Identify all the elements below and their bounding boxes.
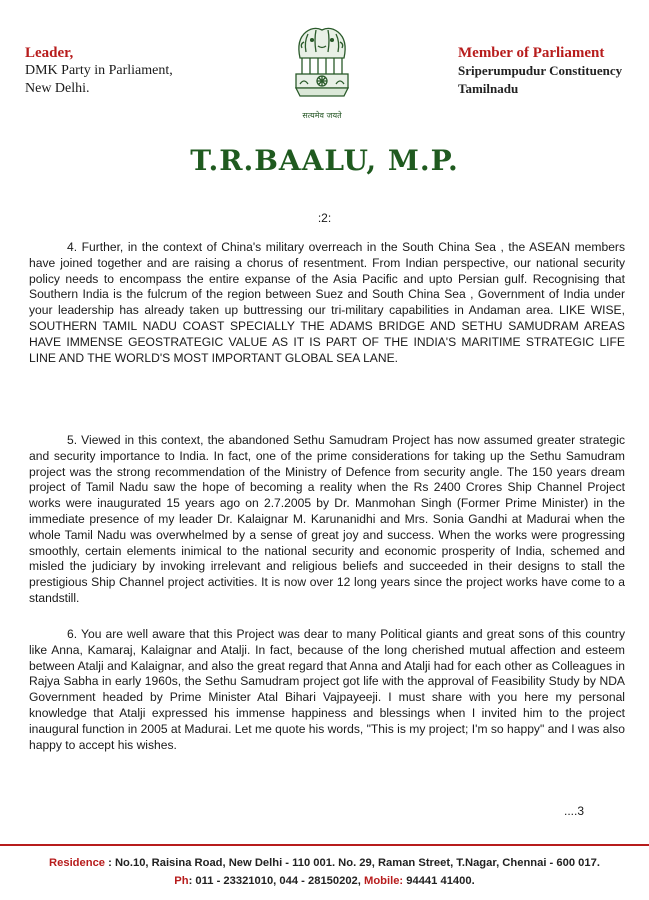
residence-line	[0, 854, 649, 872]
constituency-line: Sriperumpudur Constituency	[458, 63, 623, 78]
residence-address: : No.10, Raisina Road, New Delhi - 110 001. No. 29, Raman Street, T.Nagar, Chennai - 600 017.	[105, 857, 600, 869]
continuation-marker: ....3	[564, 804, 585, 818]
footer-divider	[0, 844, 649, 846]
mobile-label: Mobile:	[364, 875, 404, 887]
page-number: :2:	[317, 211, 332, 225]
letterhead-left	[25, 44, 173, 98]
residence-label: Residence	[49, 857, 106, 869]
letter-paragraph	[29, 240, 625, 366]
letterhead-right	[458, 44, 622, 98]
letterhead-name: T.R.BAALU, M.P.	[190, 144, 459, 177]
emblem-motto: सत्यमेव जयते	[302, 111, 342, 120]
phone-numbers: : 011 - 23321010, 044 - 28150202,	[188, 875, 364, 887]
mp-title: Member of Parliament	[458, 45, 605, 61]
letterhead-footer	[0, 854, 649, 890]
mobile-number: 94441 41400.	[403, 875, 475, 887]
letter-paragraph	[29, 433, 625, 607]
paragraph-6-text: 6. You are well aware that this Project was dear to many Political giants and great sons of this country like Anna, Kamaraj, Kalaignar and Atalji. In fact, because of the long cherished mutual affection and esteem between Atalji and Kalaignar, and also the great regard that Anna and Atalji had for each other as Colleagues in Rajya Sabha in early 1960s, the Sethu Samudram project got life with the approval of Feasibility Study by NDA Government headed by Prime Minister Atal Bihari Vajpayeeji. I must share with you here my personal knowledge that Atalji expressed his immense happiness and blessings when I invited him to the project inaugural function in 2005 at Madurai. Let me quote his words, "This is my project; I'm so happy" and I was also happy to accept his wishes.	[29, 627, 625, 752]
party-line: DMK Party in Parliament,	[25, 63, 173, 78]
paragraph-4-text: 4. Further, in the context of China's military overreach in the South China Sea , the ASEAN members have joined together and are raising a chorus of resentment. From Indian perspective, our national security policy needs to encompass the entire expanse of the Asia Pacific and upto Persian gulf. Recognising that Southern India is the fulcrum of the region between Suez and South China Sea , Government of India under your leadership has already taken up buttressing our tri-military capabilities in Andaman area. LIKE WISE, SOUTHERN TAMIL NADU COAST SPECIALLY THE ADAMS BRIDGE AND SETHU SAMUDRAM AREAS HAVE IMMENSE GEOSTRATEGIC VALUE AS IT IS PART OF THE INDIA'S MARITIME STRATEGIC LIFE LINE AND THE WORLD'S MOST IMPORTANT GLOBAL SEA LANE.	[29, 240, 625, 365]
state-line: Tamilnadu	[458, 81, 519, 96]
leader-title: Leader,	[25, 45, 74, 61]
letter-paragraph	[29, 627, 625, 753]
city-line: New Delhi.	[25, 81, 90, 96]
paragraph-5-text: 5. Viewed in this context, the abandoned Sethu Samudram Project has now assumed greater strategic and security importance to India. In fact, one of the prime considerations for taking up the Sethu Samudram project was the strong recommendation of the Ministry of Defence from security angle. The 150 years dream project of Tamil Nadu saw the hope of becoming a reality when the Rs 2400 Crores Ship Channel Project works were inaugurated 15 years ago on 2.7.2005 by Dr. Manmohan Singh (Former Prime Minister) in the immediate presence of my leader Dr. Kalaignar M. Karunanidhi and Mrs. Sonia Gandhi at Madurai when the whole Tamil Nadu was overwhelmed by a sense of great joy and success. When the works were progressing smoothly, certain elements inimical to the national security and economic prosperity of India, schemed and misled the judiciary by invoking irrelevant and religious beliefs and succeeded in their designs to stall the prestigious Ship Channel project activities. It is now over 12 long years since the project works have come to a standstill.	[29, 433, 625, 605]
phone-line	[0, 872, 649, 890]
phone-label: Ph	[174, 875, 189, 887]
